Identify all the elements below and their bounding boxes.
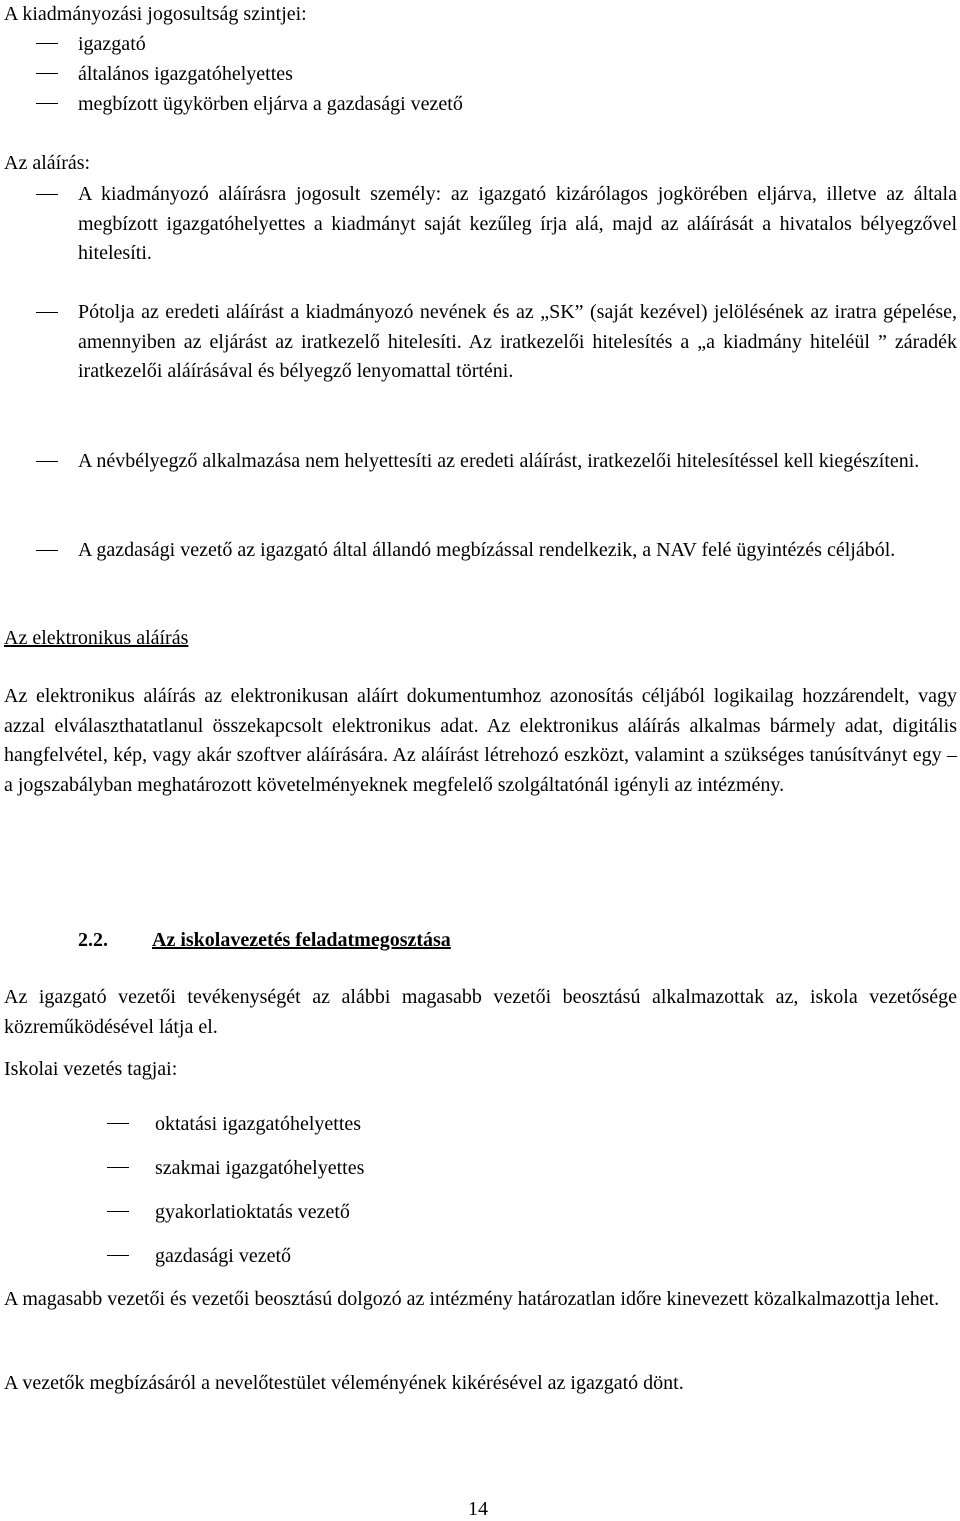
electronic-signature-paragraph: Az elektronikus aláírás az elektronikusan aláírt dokumentumhoz azonosítás céljából logikailag hozzárendelt, vagy azzal elválaszthatatlanul összekapcsolt elektronikus adat. Az elektronikus aláírás alkalmas bármely adat, digitális hangfelvétel, kép, vagy akár szoftver aláírására. Az aláírást létrehozó eszközt, valamint a szükséges tanúsítványt egy – a jogszabályban meghatározott követelményeknek megfelelő szolgáltatónál igényli az intézmény. [4,685,957,796]
dash-bullet-icon [36,103,58,104]
dash-bullet-icon [36,194,58,195]
members-label: Iskolai vezetés tagjai: [4,1058,178,1080]
dash-bullet-icon [107,1211,129,1212]
signature-rule-item: A gazdasági vezető az igazgató által állandó megbízással rendelkezik, a NAV felé ügyintézés céljából. [0,536,957,596]
page-number: 14 [468,1498,488,1520]
appointment-paragraph: A magasabb vezetői és vezetői beosztású dolgozó az intézmény határozatlan időre kinevezett közalkalmazottja lehet. [4,1288,940,1310]
dash-bullet-icon [36,312,58,313]
signing-levels-title: A kiadmányozási jogosultság szintjei: [4,3,307,25]
dash-bullet-icon [36,550,58,551]
dash-bullet-icon [107,1167,129,1168]
dash-bullet-icon [107,1255,129,1256]
signature-rule-item: Pótolja az eredeti aláírást a kiadmányozó nevének és az „SK” (saját kezével) jelölésének az iratra gépelése, amennyiben az eljárást az iratkezelő hitelesíti. Az iratkezelői hitelesítés a „a kiadmány hiteléül ” záradék iratkezelői aláírásával és bélyegző lenyomattal történi. [0,298,957,418]
document-page: A kiadmányozási jogosultság szintjei: igazgató általános igazgatóhelyettes megbízott ügykörben eljárva a gazdasági vezető Az aláírás: A kiadmányozó aláírásra jogosult személy: az igazgató kizárólagos jogkörében eljárva, illetve az általa megbízott igazgatóhelyettes a kiadmányt saját kezűleg írja alá, majd az aláírását a hivatalos bélyegzővel hitelesíti. Pótolja az eredeti aláírást a kiadmányozó nevének és az „SK” (saját kezével) jelölésének az iratra gépelése, amennyiben az eljárást az iratkezelő hitelesíti. Az iratkezelői hitelesítés a „a kiadmány hiteléül ” záradék iratkezelői aláírásával és bélyegző lenyomattal történi. A névbélyegző alkalmazása nem helyettesíti az eredeti aláírást, iratkezelői hitelesítéssel kell kiegészíteni. A gazdasági vezető az igazgató által állandó megbízással rendelkezik, a NAV felé ügyintézés céljából. Az elektronikus aláírás Az elektronikus aláírás az elektronikusan aláírt dokumentumhoz azonosítás céljából logikailag hozzárendelt, vagy azzal elválaszthatatlanul összekapcsolt elektronikus adat. Az elektronikus aláírás alkalmas bármely adat, digitális hangfelvétel, kép, vagy akár szoftver aláírására. Az aláírást létrehozó eszközt, valamint a szükséges tanúsítványt egy – a jogszabályban meghatározott követelményeknek megfelelő szolgáltatónál igényli az intézmény. 2.2. Az iskolavezetés feladatmegosztása Az igazgató vezetői tevékenységét az alábbi magasabb vezetői beosztású alkalmazottak az, iskola vezetősége közreműködésével látja el. Iskolai vezetés tagjai: oktatási igazgatóhelyettes szakmai igazgatóhelyettes gyakorlatioktatás vezető gazdasági vezető A magasabb vezetői és vezetői beosztású dolgozó az intézmény határozatlan időre kinevezett közalkalmazottja lehet. A vezetők megbízásáról a nevelőtestület véleményének kikérésével az igazgató dönt. 14 [0,0,960,1521]
dash-bullet-icon [107,1123,129,1124]
decision-paragraph: A vezetők megbízásáról a nevelőtestület véleményének kikérésével az igazgató dönt. [4,1372,684,1394]
signature-label: Az aláírás: [4,152,91,174]
section-intro-paragraph: Az igazgató vezetői tevékenységét az alábbi magasabb vezetői beosztású alkalmazottak az, iskola vezetősége közreműködésével látja el. [4,986,957,1038]
dash-bullet-icon [36,73,58,74]
section-number: 2.2. [78,929,108,951]
dash-bullet-icon [36,461,58,462]
electronic-signature-heading: Az elektronikus aláírás [4,627,189,649]
section-title: Az iskolavezetés feladatmegosztása [152,929,451,951]
signature-rule-item: A névbélyegző alkalmazása nem helyettesíti az eredeti aláírást, iratkezelői hitelesítéssel kell kiegészíteni. [0,447,957,507]
signature-rule-item: A kiadmányozó aláírásra jogosult személy: az igazgató kizárólagos jogkörében eljárva, illetve az általa megbízott igazgatóhelyettes a kiadmányt saját kezűleg írja alá, majd az aláírását a hivatalos bélyegzővel hitelesíti. [0,180,957,270]
dash-bullet-icon [36,43,58,44]
